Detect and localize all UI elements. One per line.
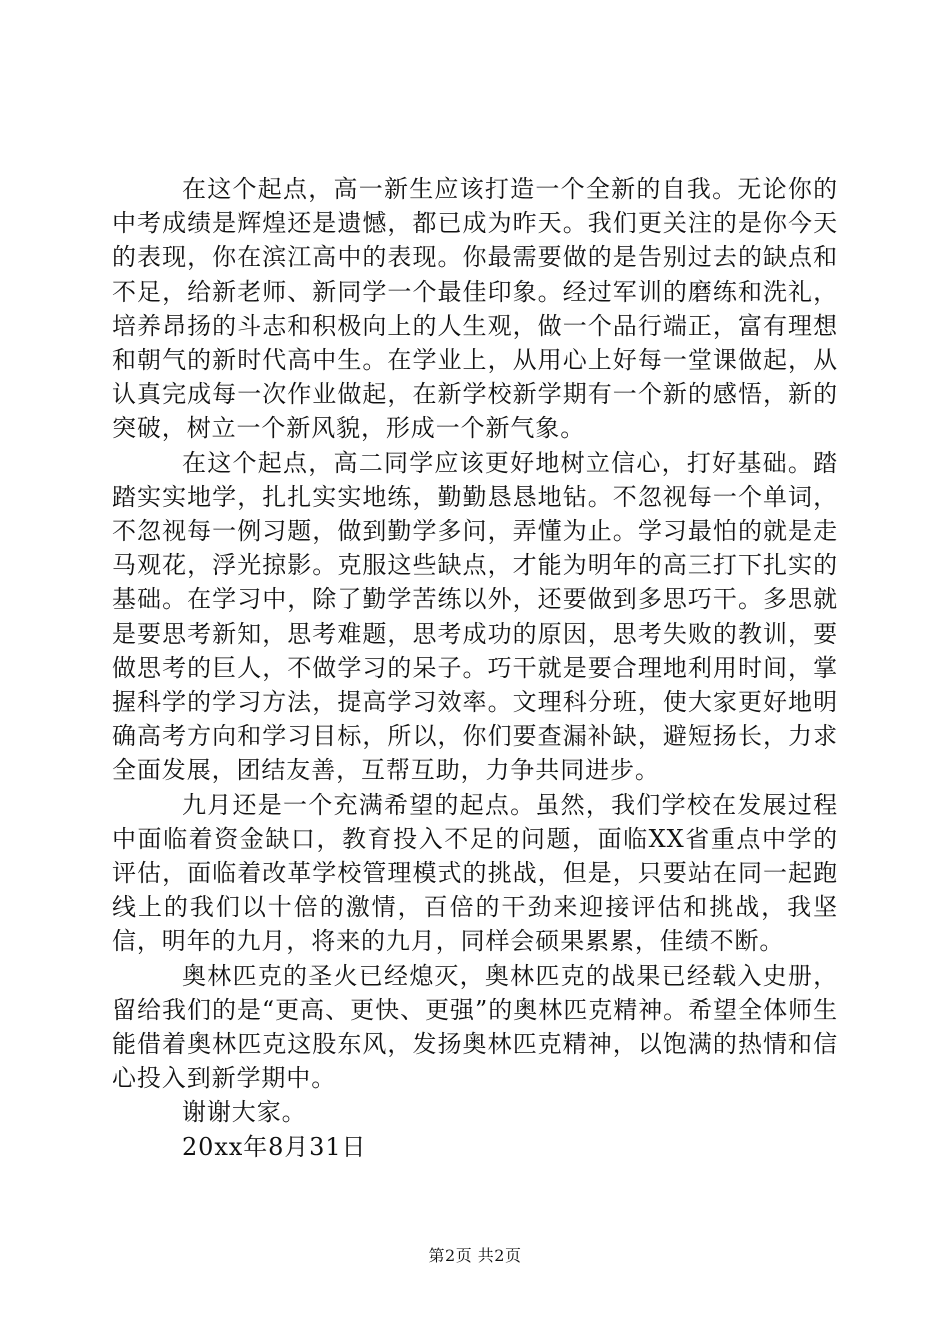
document-body: [112, 172, 838, 1164]
paragraph-grade-two: 在这个起点，高二同学应该更好地树立信心，打好基础。踏踏实实地学，扎扎实实地练，勤勤恳恳地钻。不忽视每一个单词，不忽视每一例习题，做到勤学多问，弄懂为止。学习最怕的就是走马观花，浮光掠影。克服这些缺点，才能为明年的高三打下扎实的基础。在学习中，除了勤学苦练以外，还要做到多思巧干。多思就是要思考新知，思考难题，思考成功的原因，思考失败的教训，要做思考的巨人，不做学习的呆子。巧干就是要合理地利用时间，掌握科学的学习方法，提高学习效率。文理科分班，使大家更好地明确高考方向和学习目标，所以，你们要查漏补缺，避短扬长，力求全面发展，团结友善，互帮互助，力争共同进步。: [112, 448, 838, 785]
paragraph-september-hope: 九月还是一个充满希望的起点。虽然，我们学校在发展过程中面临着资金缺口，教育投入不足的问题，面临XX省重点中学的评估，面临着改革学校管理模式的挑战，但是，只要站在同一起跑线上的我们以十倍的激情，百倍的干劲来迎接评估和挑战，我坚信，明年的九月，将来的九月，同样会硕果累累，佳绩不断。: [112, 790, 838, 956]
page-footer: 第2页 共2页: [428, 1246, 522, 1265]
closing-thanks: 谢谢大家。: [182, 1098, 307, 1127]
paragraph-olympic-spirit: 奥林匹克的圣火已经熄灭，奥林匹克的战果已经载入史册，留给我们的是“更高、更快、更强”的奥林匹克精神。希望全体师生能借着奥林匹克这股东风，发扬奥林匹克精神，以饱满的热情和信心投入到新学期中。: [112, 961, 838, 1093]
document-date: 20xx年8月31日: [182, 1132, 367, 1161]
paragraph-grade-one: 在这个起点，高一新生应该打造一个全新的自我。无论你的中考成绩是辉煌还是遗憾，都已成为昨天。我们更关注的是你今天的表现，你在滨江高中的表现。你最需要做的是告别过去的缺点和不足，给新老师、新同学一个最佳印象。经过军训的磨练和洗礼，培养昂扬的斗志和积极向上的人生观，做一个品行端正，富有理想和朝气的新时代高中生。在学业上，从用心上好每一堂课做起，从认真完成每一次作业做起，在新学校新学期有一个新的感悟，新的突破，树立一个新风貌，形成一个新气象。: [112, 175, 838, 443]
